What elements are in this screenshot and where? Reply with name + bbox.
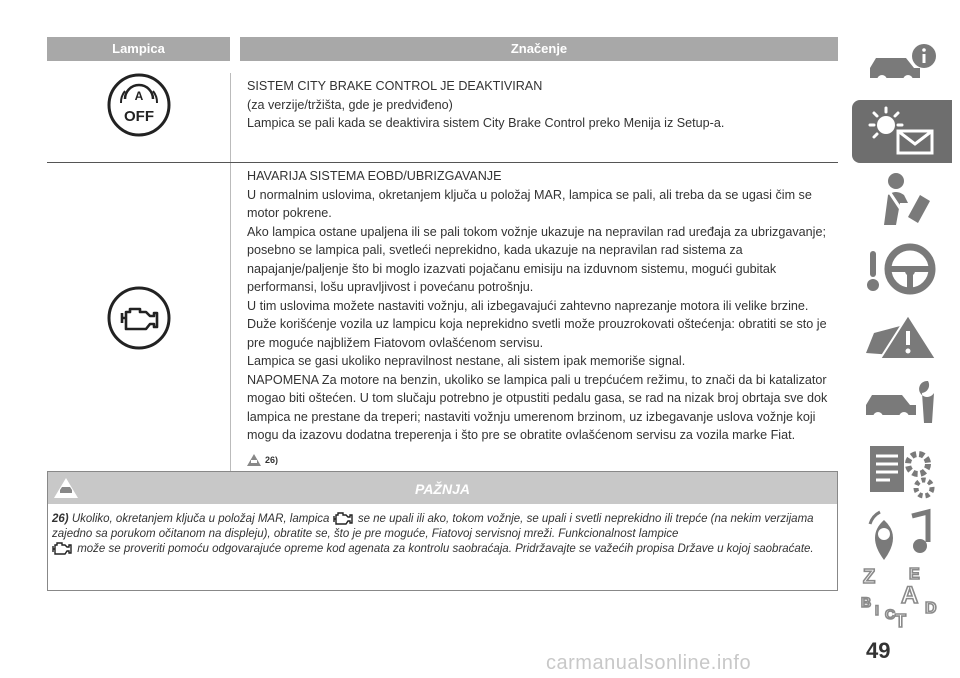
page-number: 49 [866, 638, 891, 663]
eobd-title: HAVARIJA SISTEMA EOBD/UBRIZGAVANJE [247, 169, 502, 183]
tab-maintenance[interactable] [852, 372, 952, 435]
svg-text:A: A [901, 581, 919, 609]
svg-text:E: E [909, 565, 920, 583]
svg-text:B: B [861, 593, 872, 610]
table-row [47, 163, 838, 473]
warning-text [48, 504, 837, 557]
tab-technical-data[interactable] [852, 440, 952, 503]
svg-text:OFF: OFF [123, 108, 154, 125]
table-row [47, 73, 838, 163]
warning-text-part: se ne upali ili ako, tokom vožnje, se upali i svetli neprekidno ili trepće (na nekim verzijama zajedno sa porukom očitanom na displeju), obratite se, što je pre moguće, Fiatovoj servisnoj mreži. Funkcionalnost lampice [52, 513, 814, 541]
watermark: carmanualsonline.info [546, 652, 752, 674]
tab-index[interactable] [852, 565, 952, 628]
icon-cell [47, 163, 231, 472]
svg-text:C: C [885, 605, 896, 622]
safety-tab-icon [862, 171, 942, 227]
warning-header [48, 472, 837, 504]
warning-lights-tab-icon [862, 105, 942, 159]
svg-text:T: T [895, 610, 906, 629]
warning-title: PAŽNJA [415, 481, 470, 497]
city-brake-off-icon [107, 73, 171, 137]
engine-check-icon [107, 286, 171, 350]
warning-car-icon [247, 454, 261, 466]
table-header [47, 37, 838, 61]
tab-multimedia[interactable] [852, 504, 952, 567]
svg-text:I: I [875, 601, 879, 618]
tab-safety[interactable] [852, 167, 952, 230]
meaning-cell [231, 73, 838, 162]
city-brake-title: SISTEM CITY BRAKE CONTROL JE DEAKTIVIRAN [247, 79, 543, 93]
svg-text:A: A [134, 89, 143, 103]
engine-check-icon [52, 542, 74, 556]
svg-text:Z: Z [863, 565, 876, 588]
eobd-paragraph: U tim uslovima možete nastaviti vožnju, ali izbegavajući zahtevno naprezanje motora ili velike brzine. Duže korišćenje vozila uz lampicu koja neprekidno svetli može prouzrokovati oštećenja: obratiti se sto je pre moguće najbližem Fiatovom ovlašćenom servisu. [247, 298, 827, 350]
warning-text-part: Ukoliko, okretanjem ključa u položaj MAR, lampica [71, 513, 330, 526]
eobd-paragraph: U normalnim uslovima, okretanjem ključa u položaj MAR, lampica se pali, ali treba da se ugasi čim se motor pokrene. [247, 187, 812, 220]
meaning-cell [231, 163, 838, 472]
city-brake-description: Lampica se pali kada se deaktivira sistem City Brake Control preko Menija iz Setup-a. [247, 116, 725, 130]
maintenance-tab-icon [860, 377, 944, 431]
icon-cell [47, 73, 231, 162]
driving-tab-icon [862, 239, 942, 299]
warning-ref: 26) [52, 513, 69, 526]
tab-warning-lights[interactable] [852, 100, 952, 163]
reference-number: 26) [265, 454, 279, 465]
header-lampica: Lampica [112, 41, 165, 56]
multimedia-tab-icon [860, 506, 944, 566]
city-brake-note: (za verzije/tržišta, gde je predviđeno) [247, 97, 453, 112]
engine-check-icon [333, 512, 355, 526]
emergency-tab-icon [860, 309, 944, 365]
tab-car-info[interactable] [852, 35, 952, 98]
eobd-note: NAPOMENA Za motore na benzin, ukoliko se lampica pali u trepćućem režimu, to znači da bi katalizator mogao biti oštećen. U tom slučaju potrebno je otpustiti pedalu gasa, se rad na nizak broj obrtaja sve dok lampica ne prestane da treperi; nastaviti vožnju umerenom brzinom, uz izbegavanje uslova vožnje koji mogu da izazovu dodatna treperenja i što pre se obratite ovlašćenom servisu za vozila marke Fiat. [247, 372, 828, 442]
technical-data-tab-icon [860, 442, 944, 502]
reference-note[interactable] [247, 451, 838, 470]
warning-text-part: može se proveriti pomoću odgovarajuće opreme kod agenata za kontrolu saobraćaja. Pridržavajte se važećih propisa Države u kojoj saobraćate. [77, 543, 814, 556]
car-info-tab-icon [862, 42, 942, 92]
warning-lights-table [47, 37, 838, 473]
header-znacenje: Značenje [510, 41, 568, 56]
svg-text:D: D [925, 599, 937, 617]
warning-car-icon [54, 478, 78, 498]
index-tab-icon [857, 565, 947, 629]
tab-emergency[interactable] [852, 305, 952, 368]
tab-driving[interactable] [852, 237, 952, 300]
eobd-paragraph: Ako lampica ostane upaljena ili se pali tokom vožnje ukazuje na nepravilan rad uređaja za ubrizgavanje; posebno se lampica pali, svetleći neprekidno, kada ukazuje na nepravilan rad sistema za napajanje/paljenje što bi moglo izazvati pojačanu emisiju na izduvnom sistemu, mogući gubitak performansi, lošu upravljivost i povećanu potrošnju. [247, 224, 826, 294]
warning-box [47, 471, 838, 591]
eobd-paragraph: Lampica se gasi ukoliko nepravilnost nestane, ali sistem ipak memoriše signal. [247, 354, 686, 368]
